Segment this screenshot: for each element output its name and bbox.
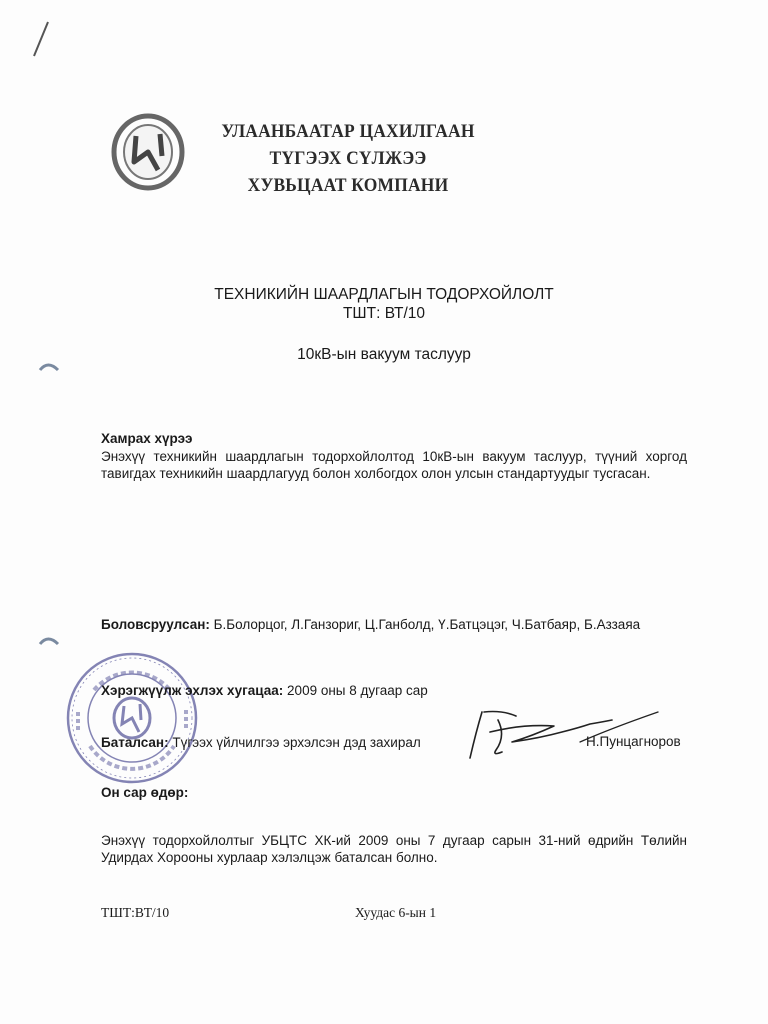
- approved-by: [101, 734, 421, 751]
- prepared-by-value: Б.Болорцог, Л.Ганзориг, Ц.Ганболд, Ү.Батцэцэг, Ч.Батбаяр, Б.Аззаяа: [213, 617, 641, 632]
- footer-document-code: ТШТ:ВТ/10: [101, 905, 170, 920]
- prepared-by: [101, 616, 661, 633]
- approval-note: Энэхүү тодорхойлолтыг УБЦТС ХК-ий 2009 оны 7 дугаар сарын 31-ний өдрийн Төлийн Удирдах Хорооны хурлаар хэлэлцэж баталсан болно.: [101, 833, 687, 865]
- company-name: [210, 118, 486, 199]
- company-logo: [108, 112, 188, 192]
- punch-mark-bottom: [38, 636, 60, 646]
- effective-date-value: 2009 оны 8 дугаар сар: [287, 683, 428, 698]
- document-subject: 10кВ-ын вакуум таслуур: [297, 346, 471, 363]
- official-stamp: [64, 650, 200, 786]
- prepared-by-label: Боловсруулсан:: [101, 617, 210, 632]
- approved-by-value: Түгээх үйлчилгээ эрхэлсэн дэд захирал: [172, 735, 421, 750]
- footer-page-number: Хуудас 6-ын 1: [355, 905, 437, 920]
- approver-name: Н.Пунцагноров: [586, 734, 681, 749]
- approved-by-label: Баталсан:: [101, 735, 169, 750]
- document-code: ТШТ: ВТ/10: [342, 305, 426, 322]
- company-name-line1: УЛААНБААТАР ЦАХИЛГААН ТҮГЭЭХ СҮЛЖЭЭ: [221, 121, 475, 169]
- company-name-line2: ХУВЬЦААТ КОМПАНИ: [247, 175, 449, 196]
- effective-date-label: Хэрэгжүүлж эхлэх хугацаа:: [101, 683, 284, 698]
- scope-heading: Хамрах хүрээ: [101, 431, 193, 446]
- scope-text: Энэхүү техникийн шаардлагын тодорхойлолтод 10кВ-ын вакуум таслуур, түүний хоргод тавигдах техникийн шаардлагууд болон холбогдох олон улсын стандартуудыг тусгасан.: [101, 449, 687, 481]
- punch-mark-top: [38, 362, 60, 372]
- date-label: Он сар өдөр:: [101, 785, 189, 800]
- signature: [462, 702, 662, 762]
- effective-date: [101, 682, 428, 699]
- scan-mark: [32, 20, 52, 60]
- document-title: ТЕХНИКИЙН ШААРДЛАГЫН ТОДОРХОЙЛОЛТ: [214, 286, 554, 303]
